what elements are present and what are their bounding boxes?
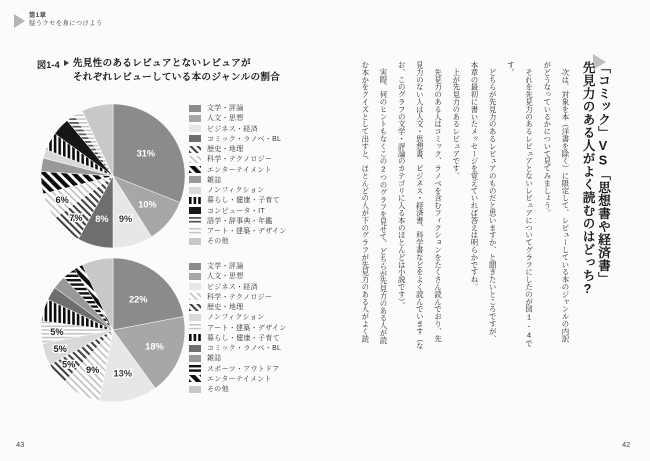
figure-title-line2: それぞれレビューしている本のジャンルの割合 <box>72 71 281 83</box>
legend-item <box>189 113 324 123</box>
legend-label: アート・建築・デザイン <box>207 324 287 332</box>
legend-item <box>189 144 324 154</box>
legend-item <box>189 216 324 226</box>
legend-label: コミック・ラノベ・BL <box>207 135 282 143</box>
chapter-header <box>14 12 103 28</box>
legend-swatch <box>189 187 201 194</box>
legend-swatch <box>189 115 201 122</box>
legend-swatch <box>189 197 201 204</box>
body-column: がどうなっているかについて見てみましょう。 <box>542 61 552 217</box>
legend-label: 歴史・地理 <box>207 304 244 312</box>
pie-slice-percentage: 7% <box>69 213 83 224</box>
legend-label: 暮らし・健康・子育て <box>207 334 280 342</box>
legend-swatch <box>189 105 201 112</box>
legend-item <box>189 134 324 144</box>
page-number-left: 43 <box>16 440 25 449</box>
chapter-number: 第1章 <box>29 12 47 19</box>
pie-slice-percentage: 13% <box>113 368 132 379</box>
body-text <box>356 61 574 361</box>
legend-item <box>189 282 324 292</box>
body-column: 実際、何のヒントもなくこの2つのグラフを見せて、どちらが先見力のある人が読 <box>378 61 388 344</box>
legend-label: ビジネス・経済 <box>207 125 258 133</box>
legend-label: エンターテイメント <box>207 375 272 383</box>
legend-swatch <box>189 334 201 341</box>
legend-swatch <box>189 263 201 270</box>
legend-swatch <box>189 355 201 362</box>
pie-slice-percentage: 22% <box>129 294 148 305</box>
legend-swatch <box>189 125 201 132</box>
legend-label: 雑誌 <box>207 176 222 184</box>
legend-item <box>189 206 324 216</box>
pie-slice-percentage: 18% <box>145 341 164 352</box>
legend-bottom <box>189 261 324 394</box>
legend-label: 人文・思想 <box>207 115 244 123</box>
legend-label: 語学・辞事典・年鑑 <box>207 217 273 225</box>
legend-swatch <box>189 238 201 245</box>
legend-label: 雑誌 <box>207 355 222 363</box>
legend-label: ノンフィクション <box>207 314 265 322</box>
legend-item <box>189 195 324 205</box>
figure-number: 図1-4 <box>37 60 60 70</box>
legend-swatch <box>189 273 201 280</box>
legend-label: 科学・テクノロジー <box>207 293 273 301</box>
figure-caption <box>37 57 280 84</box>
legend-item <box>189 292 324 302</box>
legend-label: 文学・評論 <box>207 263 244 271</box>
legend-item <box>189 323 324 333</box>
legend-swatch <box>189 375 201 382</box>
legend-swatch <box>189 228 201 235</box>
legend-item <box>189 353 324 363</box>
section-heading-line1: 「コミック」VS「思想書や経済書」 <box>596 61 610 285</box>
legend-item <box>189 271 324 281</box>
body-column: む本かをクイズとして出すと、ほとんどの人が下のグラフが先見力のある人がよく読 <box>360 61 370 343</box>
legend-item <box>189 236 324 246</box>
legend-item <box>189 124 324 134</box>
figure-title-line1: 先見性のあるレビュアとないレビュアが <box>72 58 251 69</box>
legend-label: 文学・評論 <box>207 105 244 113</box>
legend-swatch <box>189 283 201 290</box>
legend-label: コンピュータ・IT <box>207 207 265 215</box>
legend-item <box>189 261 324 271</box>
section-heading-line2: 先見力のある人がよく読むのはどっち? <box>580 61 595 297</box>
legend-swatch <box>189 217 201 224</box>
legend-item <box>189 175 324 185</box>
body-column: 見力のない人は人文・思想書、ビジネス・経済書、科学書などをよく読んでいます（な <box>415 61 425 350</box>
legend-swatch <box>189 314 201 321</box>
legend-item <box>189 226 324 236</box>
legend-label: 人文・思想 <box>207 273 244 281</box>
legend-label: その他 <box>207 238 229 246</box>
pie-slice-percentage: 31% <box>136 148 155 159</box>
legend-label: スポーツ・アウトドア <box>207 365 280 373</box>
legend-swatch <box>189 345 201 352</box>
legend-item <box>189 302 324 312</box>
legend-item <box>189 103 324 113</box>
legend-label: ビジネス・経済 <box>207 283 258 291</box>
legend-item <box>189 343 324 353</box>
legend-label: ノンフィクション <box>207 187 265 195</box>
legend-item <box>189 374 324 384</box>
legend-label: 歴史・地理 <box>207 146 244 154</box>
legend-label: 科学・テクノロジー <box>207 156 273 164</box>
legend-label: 暮らし・健康・子育て <box>207 197 280 205</box>
body-column: お、このグラフの文学・評論のカテゴリに入る本のほとんどは小説です）。 <box>397 61 407 309</box>
body-column: 本章の最初に書いたメッセージを覚えていれば答えは明らかですね。 <box>469 61 479 291</box>
chapter-title: 疑うクセを身につけよう <box>29 19 103 27</box>
legend-swatch <box>189 324 201 331</box>
legend-item <box>189 312 324 322</box>
legend-swatch <box>189 146 201 153</box>
legend-swatch <box>189 365 201 372</box>
caption-arrow-icon <box>64 60 69 66</box>
pie-slice-percentage: 8% <box>95 214 109 225</box>
legend-item <box>189 185 324 195</box>
body-column: 次は、対象を本（洋書を除く）に限定して、レビューしている本のジャンルの内訳 <box>561 61 570 343</box>
body-column: 上が先見力のあるレビュアです。 <box>451 61 461 180</box>
legend-item <box>189 333 324 343</box>
legend-swatch <box>189 386 201 393</box>
legend-label: その他 <box>207 386 229 394</box>
body-column: す。 <box>506 61 516 76</box>
pie-chart-top <box>40 103 186 249</box>
legend-swatch <box>189 135 201 142</box>
vertical-text-block <box>352 61 610 361</box>
legend-swatch <box>189 176 201 183</box>
legend-swatch <box>189 166 201 173</box>
body-column: それを先見力のあるレビュアとないレビュアについてグラフにしたのが図1-4で <box>524 61 534 347</box>
legend-item <box>189 165 324 175</box>
legend-swatch <box>189 156 201 163</box>
legend-item <box>189 384 324 394</box>
chapter-marker-triangle-icon <box>14 14 25 28</box>
pie-slice-percentage: 10% <box>138 199 157 210</box>
body-column: 先見力のある人はコミック、ラノベを含むフィクションをたくさん読んでおり、先 <box>433 61 443 343</box>
legend-item <box>189 154 324 164</box>
section-heading <box>579 61 610 361</box>
legend-swatch <box>189 293 201 300</box>
legend-label: コミック・ラノベ・BL <box>207 345 282 353</box>
legend-label: アート・建築・デザイン <box>207 228 287 236</box>
body-column: どちらが先見力のあるレビュアのものだと思いますか、と聞きたいところですが、 <box>488 61 498 343</box>
pie-slice-percentage: 9% <box>86 364 100 375</box>
pie-slice-percentage: 5% <box>61 359 76 370</box>
pie-slice-percentage: 5% <box>53 344 67 354</box>
page-number-right: 42 <box>622 440 631 449</box>
legend-label: エンターテイメント <box>207 166 272 174</box>
pie-slice-percentage: 6% <box>55 194 69 205</box>
pie-slice-percentage: 9% <box>118 213 133 224</box>
pie-slice-percentage: 5% <box>50 326 64 337</box>
legend-swatch <box>189 304 201 311</box>
pie-chart-bottom <box>40 257 186 403</box>
legend-top <box>189 103 324 247</box>
legend-item <box>189 364 324 374</box>
legend-swatch <box>189 207 201 214</box>
